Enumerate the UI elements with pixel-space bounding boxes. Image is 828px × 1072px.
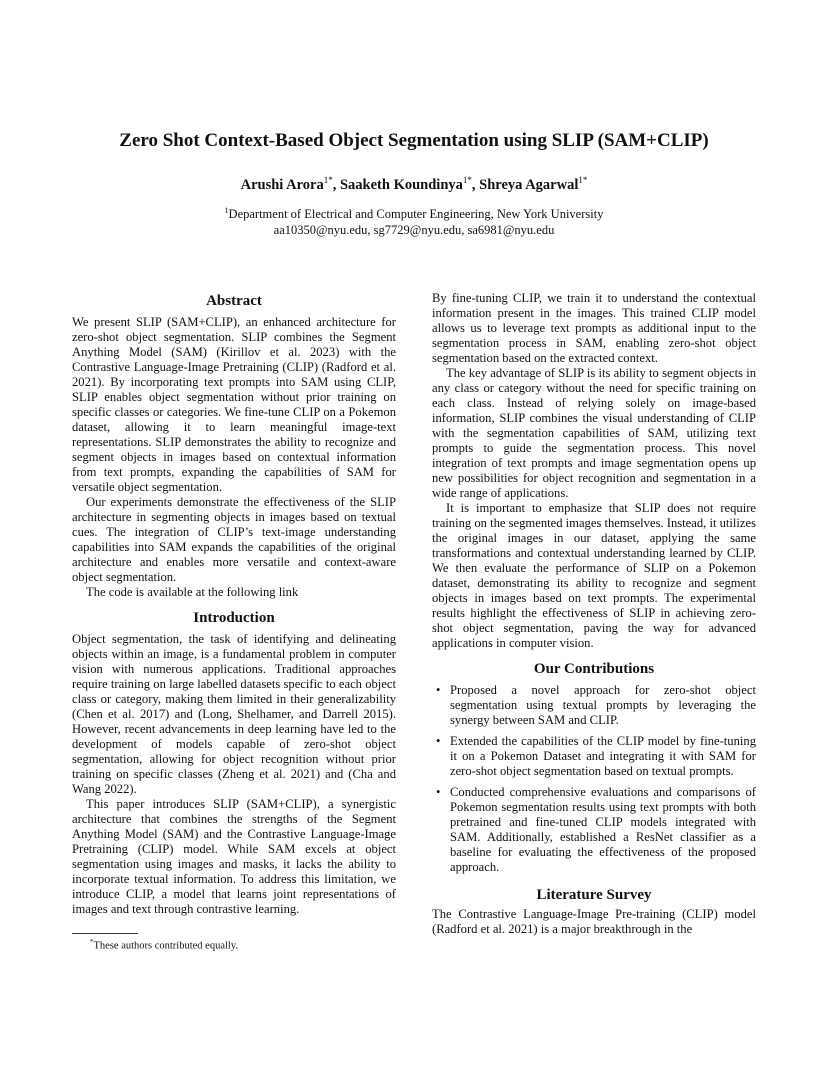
author-list <box>0 175 828 194</box>
footnote-mark: * <box>90 938 94 946</box>
affiliation-department: Department of Electrical and Computer Engineering, New York University <box>228 207 604 222</box>
author-affil-mark: 1* <box>462 175 472 185</box>
footnote <box>90 938 238 952</box>
bullet-icon: • <box>436 734 441 748</box>
introduction-paragraph: This paper introduces SLIP (SAM+CLIP), a synergistic architecture that combines the strengths of the Segment Anything Model (SAM) and the Contrastive Language-Image Pretraining (CLIP) model. While SAM excels at object segmentation using images and masks, it lacks the ability to incorporate textual information. To address this limitation, we introduce CLIP, a model that learns joint representations of images and text through contrastive learning. <box>72 797 396 916</box>
author-affil-mark: 1* <box>578 175 588 185</box>
right-column <box>432 291 756 937</box>
body-paragraph: It is important to emphasize that SLIP does not require training on the segmented images themselves. Instead, it utilizes the original images in our dataset, applying the same transformations and contextual understanding learned by CLIP. We then evaluate the performance of SLIP on a Pokemon dataset, demonstrating its ability to recognize and segment objects in images based on text prompts. The experimental results highlight the effectiveness of SLIP in achieving zero-shot object segmentation, paving the way for advanced applications in computer vision. <box>432 501 756 650</box>
abstract-paragraph: Our experiments demonstrate the effectiveness of the SLIP architecture in segmenting objects in images based on textual cues. The integration of CLIP’s text-image understanding capabilities into SAM expands the capabilities of the original architecture and enables more versatile and context-aware object segmentation. <box>72 495 396 584</box>
abstract-heading: Abstract <box>206 293 262 309</box>
abstract-code-link: The code is available at the following link <box>86 585 299 599</box>
list-item <box>432 785 756 875</box>
footnote-text: These authors contributed equally. <box>93 940 239 952</box>
list-item <box>432 683 756 728</box>
literature-heading: Literature Survey <box>536 887 652 903</box>
bullet-icon: • <box>436 683 441 697</box>
affiliation-mark: 1 <box>224 206 229 215</box>
author-separator: , <box>471 176 480 193</box>
list-item-text: Conducted comprehensive evaluations and comparisons of Pokemon segmentation results using text prompts with both pretrained and fine-tuned CLIP models integrated with SAM. Additionally, established a ResNet classifier as a baseline for evaluating the effectiveness of the proposed approach. <box>450 785 756 874</box>
list-item-text: Extended the capabilities of the CLIP model by fine-tuning it on a Pokemon Dataset and integrating it with SAM for zero-shot object segmentation based on textual prompts. <box>450 734 756 778</box>
footnote-divider <box>72 933 138 934</box>
left-column <box>72 291 396 917</box>
author-name: Saaketh Koundinya <box>339 176 463 193</box>
affiliation-emails: aa10350@nyu.edu, sg7729@nyu.edu, sa6981@nyu.edu <box>273 223 555 238</box>
list-item-text: Proposed a novel approach for zero-shot object segmentation using textual prompts by leveraging the synergy between SAM and CLIP. <box>450 683 756 727</box>
author-name: Arushi Arora <box>240 176 324 193</box>
literature-paragraph: The Contrastive Language-Image Pre-training (CLIP) model (Radford et al. 2021) is a major breakthrough in the <box>432 907 756 936</box>
list-item <box>432 734 756 779</box>
author-separator: , <box>332 176 340 193</box>
contributions-heading: Our Contributions <box>533 661 655 677</box>
author-affil-mark: 1* <box>323 175 333 185</box>
abstract-paragraph: We present SLIP (SAM+CLIP), an enhanced architecture for zero-shot object segmentation. SLIP combines the Segment Anything Model (SAM) (Kirillov et al. 2023) with the Contrastive Language-Image Pretraining (CLIP) (Radford et al. 2021). By incorporating text prompts into SAM using CLIP, SLIP enables object segmentation without prior training on specific classes or categories. We fine-tune CLIP on a Pokemon dataset, allowing it to learn meaningful image-text representations. SLIP demonstrates the ability to recognize and segment objects in images based on contextual information from text prompts, expanding the capabilities of SAM for versatile object segmentation. <box>72 315 396 494</box>
paper-title: Zero Shot Context-Based Object Segmentation using SLIP (SAM+CLIP) <box>119 130 709 151</box>
contributions-list <box>432 683 756 875</box>
affiliation <box>0 203 828 238</box>
introduction-paragraph: Object segmentation, the task of identifying and delineating objects within an image, is a fundamental problem in computer vision with numerous applications. Traditional approaches require training on large labelled datasets specific to each object class or category, making them limited in their generalizability (Chen et al. 2017) and (Long, Shelhamer, and Darrell 2015). However, recent advancements in deep learning have led to the development of models capable of zero-shot object segmentation, allowing for object recognition without prior training on specific classes (Zheng et al. 2021) and (Cha and Wang 2022). <box>72 632 396 796</box>
bullet-icon: • <box>436 785 441 799</box>
introduction-heading: Introduction <box>193 610 275 626</box>
author-name: Shreya Agarwal <box>479 176 579 193</box>
body-paragraph: The key advantage of SLIP is its ability to segment objects in any class or category without the need for specific training on each class. Instead of relying solely on image-based information, SLIP combines the visual understanding of CLIP with the segmentation capabilities of SAM, utilizing text prompts to guide the segmentation process. This novel integration of text prompts and image segmentation opens up new possibilities for object recognition and segmentation in a wide range of applications. <box>432 366 756 500</box>
body-paragraph: By fine-tuning CLIP, we train it to understand the contextual information present in the images. This trained CLIP model allows us to leverage text prompts as additional input to the segmentation process in SAM, enabling zero-shot object segmentation based on the extracted context. <box>432 291 756 365</box>
